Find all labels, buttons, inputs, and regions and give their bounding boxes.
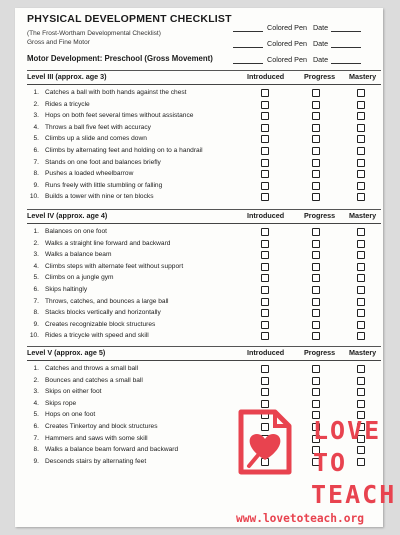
checklist-item	[27, 249, 381, 261]
mastery-checkbox[interactable]	[357, 251, 365, 259]
mastery-checkbox[interactable]	[357, 147, 365, 155]
mastery-checkbox[interactable]	[357, 298, 365, 306]
progress-checkbox[interactable]	[312, 274, 320, 282]
introduced-checkbox[interactable]	[261, 101, 269, 109]
section-divider	[27, 209, 381, 210]
item-number: 8.	[33, 309, 39, 317]
colored-pen-legend	[233, 16, 381, 64]
item-number: 1.	[33, 89, 39, 96]
item-text: Builds a tower with nine or ten blocks	[45, 193, 154, 201]
introduced-checkbox[interactable]	[261, 377, 269, 385]
introduced-checkbox[interactable]	[261, 112, 269, 120]
level-section	[27, 72, 381, 203]
introduced-checkbox[interactable]	[261, 193, 269, 201]
mastery-checkbox[interactable]	[357, 170, 365, 178]
section-heading: Motor Development: Preschool (Gross Movement)	[27, 54, 213, 63]
item-text: Descends stairs by alternating feet	[45, 457, 147, 465]
mastery-checkbox[interactable]	[357, 263, 365, 271]
watermark-word: TO	[313, 448, 348, 477]
checklist-item	[27, 168, 381, 180]
mastery-checkbox[interactable]	[357, 332, 365, 340]
pen-row	[233, 16, 381, 32]
introduced-checkbox[interactable]	[261, 89, 269, 97]
item-text: Skips on either foot	[45, 388, 102, 396]
love-to-teach-watermark	[233, 408, 397, 528]
date-label: Date	[312, 39, 329, 48]
item-text: Creates Tinkertoy and block structures	[45, 422, 158, 430]
introduced-checkbox[interactable]	[261, 274, 269, 282]
page-title: PHYSICAL DEVELOPMENT CHECKLIST	[27, 13, 232, 25]
pen-row	[233, 32, 381, 48]
progress-checkbox[interactable]	[312, 101, 320, 109]
pen-label: Colored Pen	[267, 23, 307, 32]
introduced-checkbox[interactable]	[261, 365, 269, 373]
item-text: Walks a straight line forward and backward	[45, 239, 171, 247]
item-number: 7.	[33, 158, 39, 166]
pen-label: Colored Pen	[267, 39, 307, 48]
item-text: Stands on one foot and balances briefly	[45, 158, 161, 166]
progress-checkbox[interactable]	[312, 298, 320, 306]
mastery-checkbox[interactable]	[357, 228, 365, 236]
mastery-checkbox[interactable]	[357, 240, 365, 248]
mastery-checkbox[interactable]	[357, 101, 365, 109]
checklist-item	[27, 157, 381, 169]
introduced-checkbox[interactable]	[261, 240, 269, 248]
item-number: 6.	[33, 285, 39, 293]
mastery-checkbox[interactable]	[357, 365, 365, 373]
subtitle-line: (The Frost-Wortham Developmental Checklist)	[27, 30, 161, 37]
checklist-item	[27, 284, 381, 296]
mastery-checkbox[interactable]	[357, 309, 365, 317]
progress-checkbox[interactable]	[312, 147, 320, 155]
checklist-item	[27, 133, 381, 145]
progress-checkbox[interactable]	[312, 89, 320, 97]
introduced-checkbox[interactable]	[261, 309, 269, 317]
progress-checkbox[interactable]	[312, 228, 320, 236]
item-text: Climbs by alternating feet and holding on to a handrail	[45, 146, 203, 154]
item-text: Climbs steps with alternate feet without support	[45, 262, 184, 270]
date-label: Date	[312, 23, 329, 32]
col-introduced: Introduced	[247, 72, 285, 81]
section-divider	[27, 346, 381, 347]
item-number: 8.	[33, 446, 39, 454]
item-text: Stacks blocks vertically and horizontally	[45, 309, 161, 317]
introduced-checkbox[interactable]	[261, 321, 269, 329]
col-progress: Progress	[304, 211, 336, 220]
checklist-item	[27, 296, 381, 308]
date-blank[interactable]	[331, 63, 361, 64]
introduced-checkbox[interactable]	[261, 159, 269, 167]
checklist-item	[27, 87, 381, 99]
mastery-checkbox[interactable]	[357, 135, 365, 143]
mastery-checkbox[interactable]	[357, 400, 365, 408]
date-blank[interactable]	[331, 31, 361, 32]
item-number: 10.	[29, 332, 39, 340]
progress-checkbox[interactable]	[312, 400, 320, 408]
mastery-checkbox[interactable]	[357, 159, 365, 167]
col-mastery: Mastery	[349, 72, 377, 81]
item-text: Climbs up a slide and comes down	[45, 135, 147, 143]
watermark-url[interactable]: www.lovetoteach.org	[236, 512, 364, 525]
progress-checkbox[interactable]	[312, 388, 320, 396]
item-number: 1.	[33, 228, 39, 235]
introduced-checkbox[interactable]	[261, 332, 269, 340]
progress-checkbox[interactable]	[312, 159, 320, 167]
item-number: 3.	[33, 112, 39, 120]
item-text: Hops on one foot	[45, 411, 96, 419]
mastery-checkbox[interactable]	[357, 286, 365, 294]
item-list	[27, 85, 381, 203]
progress-checkbox[interactable]	[312, 135, 320, 143]
checklist-item	[27, 226, 381, 238]
item-number: 7.	[33, 434, 39, 442]
page-subtitle	[27, 29, 161, 47]
item-text: Balances on one foot	[45, 228, 107, 235]
introduced-checkbox[interactable]	[261, 228, 269, 236]
col-progress: Progress	[304, 72, 336, 81]
item-number: 6.	[33, 146, 39, 154]
progress-checkbox[interactable]	[312, 112, 320, 120]
item-number: 2.	[33, 100, 39, 108]
checklist-item	[27, 122, 381, 134]
checklist-item	[27, 330, 381, 342]
mastery-checkbox[interactable]	[357, 124, 365, 132]
col-mastery: Mastery	[349, 348, 377, 357]
item-text: Catches and throws a small ball	[45, 365, 139, 372]
progress-checkbox[interactable]	[312, 309, 320, 317]
introduced-checkbox[interactable]	[261, 147, 269, 155]
date-label: Date	[312, 55, 329, 64]
pen-blank[interactable]	[233, 31, 263, 32]
progress-checkbox[interactable]	[312, 263, 320, 271]
item-text: Hammers and saws with some skill	[45, 434, 148, 442]
checklist-item	[27, 191, 381, 203]
checklist-item	[27, 110, 381, 122]
level-title: Level IV (approx. age 4)	[27, 211, 108, 220]
checklist-item	[27, 99, 381, 111]
checklist-item	[27, 375, 381, 387]
progress-checkbox[interactable]	[312, 365, 320, 373]
checklist-item	[27, 386, 381, 398]
item-number: 3.	[33, 388, 39, 396]
item-number: 6.	[33, 422, 39, 430]
item-number: 5.	[33, 411, 39, 419]
pen-row	[233, 48, 381, 64]
pen-label: Colored Pen	[267, 55, 307, 64]
checklist-item	[27, 363, 381, 375]
level-section	[27, 211, 381, 342]
introduced-checkbox[interactable]	[261, 124, 269, 132]
item-text: Throws a ball five feet with accuracy	[45, 123, 151, 131]
checklist-item	[27, 319, 381, 331]
item-text: Walks a balance beam	[45, 251, 112, 259]
introduced-checkbox[interactable]	[261, 251, 269, 259]
item-number: 3.	[33, 251, 39, 259]
introduced-checkbox[interactable]	[261, 263, 269, 271]
checklist-item	[27, 145, 381, 157]
level-title: Level V (approx. age 5)	[27, 348, 106, 357]
col-introduced: Introduced	[247, 348, 285, 357]
mastery-checkbox[interactable]	[357, 388, 365, 396]
item-number: 4.	[33, 262, 39, 270]
item-text: Rides a tricycle with speed and skill	[45, 332, 149, 340]
item-number: 1.	[33, 365, 39, 372]
item-text: Skips rope	[45, 399, 77, 407]
progress-checkbox[interactable]	[312, 332, 320, 340]
checklist-item	[27, 272, 381, 284]
progress-checkbox[interactable]	[312, 240, 320, 248]
item-text: Runs freely with little stumbling or falling	[45, 181, 163, 189]
introduced-checkbox[interactable]	[261, 135, 269, 143]
subtitle-line: Gross and Fine Motor	[27, 39, 90, 46]
progress-checkbox[interactable]	[312, 124, 320, 132]
mastery-checkbox[interactable]	[357, 274, 365, 282]
item-number: 2.	[33, 239, 39, 247]
mastery-checkbox[interactable]	[357, 112, 365, 120]
item-number: 9.	[33, 181, 39, 189]
watermark-word: LOVE	[313, 416, 382, 445]
progress-checkbox[interactable]	[312, 193, 320, 201]
introduced-checkbox[interactable]	[261, 170, 269, 178]
item-number: 7.	[33, 297, 39, 305]
section-divider	[27, 70, 381, 71]
level-header	[27, 211, 381, 224]
introduced-checkbox[interactable]	[261, 286, 269, 294]
item-text: Catches a ball with both hands against the chest	[45, 89, 187, 96]
item-text: Rides a tricycle	[45, 100, 90, 108]
item-number: 8.	[33, 170, 39, 178]
item-text: Creates recognizable block structures	[45, 320, 156, 328]
checklist-item	[27, 261, 381, 273]
item-number: 9.	[33, 320, 39, 328]
item-text: Bounces and catches a small ball	[45, 376, 143, 384]
item-list	[27, 224, 381, 342]
introduced-checkbox[interactable]	[261, 388, 269, 396]
progress-checkbox[interactable]	[312, 182, 320, 190]
level-title: Level III (approx. age 3)	[27, 72, 107, 81]
item-text: Hops on both feet several times without assistance	[45, 112, 194, 120]
item-number: 10.	[29, 193, 39, 201]
checklist-item	[27, 180, 381, 192]
pen-blank[interactable]	[233, 47, 263, 48]
item-text: Walks a balance beam forward and backward	[45, 446, 179, 454]
mastery-checkbox[interactable]	[357, 321, 365, 329]
col-progress: Progress	[304, 348, 336, 357]
mastery-checkbox[interactable]	[357, 377, 365, 385]
level-header	[27, 72, 381, 85]
progress-checkbox[interactable]	[312, 286, 320, 294]
introduced-checkbox[interactable]	[261, 298, 269, 306]
introduced-checkbox[interactable]	[261, 400, 269, 408]
item-number: 2.	[33, 376, 39, 384]
item-number: 4.	[33, 399, 39, 407]
item-text: Climbs on a jungle gym	[45, 274, 114, 282]
item-text: Throws, catches, and bounces a large ball	[45, 297, 169, 305]
progress-checkbox[interactable]	[312, 321, 320, 329]
mastery-checkbox[interactable]	[357, 193, 365, 201]
pen-blank[interactable]	[233, 63, 263, 64]
item-text: Pushes a loaded wheelbarrow	[45, 170, 134, 178]
mastery-checkbox[interactable]	[357, 182, 365, 190]
level-header	[27, 348, 381, 361]
document-heart-logo-icon	[235, 408, 295, 476]
item-number: 5.	[33, 135, 39, 143]
item-number: 9.	[33, 457, 39, 465]
mastery-checkbox[interactable]	[357, 89, 365, 97]
item-number: 5.	[33, 274, 39, 282]
item-number: 4.	[33, 123, 39, 131]
introduced-checkbox[interactable]	[261, 182, 269, 190]
watermark-word: TEACH	[311, 480, 397, 509]
progress-checkbox[interactable]	[312, 377, 320, 385]
checklist-item	[27, 238, 381, 250]
progress-checkbox[interactable]	[312, 251, 320, 259]
item-text: Skips haltingly	[45, 285, 88, 293]
progress-checkbox[interactable]	[312, 170, 320, 178]
checklist-item	[27, 307, 381, 319]
col-introduced: Introduced	[247, 211, 285, 220]
col-mastery: Mastery	[349, 211, 377, 220]
date-blank[interactable]	[331, 47, 361, 48]
